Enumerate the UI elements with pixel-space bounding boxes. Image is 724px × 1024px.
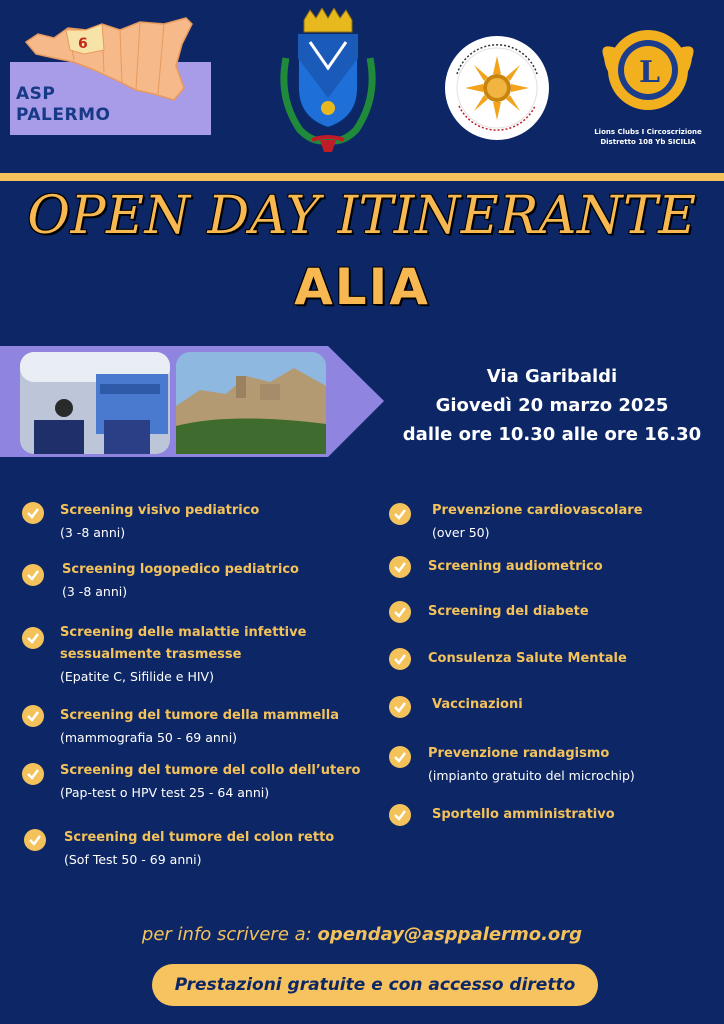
association-logo-icon bbox=[443, 34, 551, 142]
check-icon bbox=[389, 601, 411, 623]
service-item bbox=[432, 694, 523, 716]
service-sub: (3 -8 anni) bbox=[60, 525, 126, 540]
service-sub: (over 50) bbox=[432, 525, 490, 540]
check-icon bbox=[22, 705, 44, 727]
event-address: Via Garibaldi bbox=[486, 366, 618, 387]
service-title: Screening visivo pediatrico bbox=[60, 503, 260, 518]
contact-info bbox=[0, 924, 724, 945]
photo-banner bbox=[0, 346, 384, 457]
service-item bbox=[428, 648, 627, 670]
check-icon bbox=[389, 696, 411, 718]
service-title: Screening del tumore della mammella bbox=[60, 708, 339, 723]
service-item bbox=[64, 827, 334, 870]
check-icon bbox=[22, 763, 44, 785]
check-icon bbox=[22, 564, 44, 586]
service-title-line2: sessualmente trasmesse bbox=[60, 647, 242, 662]
service-item bbox=[428, 556, 603, 578]
check-icon bbox=[389, 648, 411, 670]
contact-prefix: per info scrivere a: bbox=[141, 924, 318, 945]
service-item bbox=[60, 760, 360, 803]
service-item bbox=[432, 804, 615, 826]
service-sub: (Pap-test o HPV test 25 - 64 anni) bbox=[60, 785, 270, 800]
service-title: Sportello amministrativo bbox=[432, 807, 615, 822]
town-crest-icon bbox=[270, 8, 386, 156]
lions-caption bbox=[584, 127, 712, 147]
asp-name bbox=[16, 84, 110, 126]
page-subtitle: ALIA bbox=[294, 258, 430, 316]
service-sub: (3 -8 anni) bbox=[62, 584, 128, 599]
svg-text:L: L bbox=[639, 55, 661, 90]
service-title: Screening audiometrico bbox=[428, 559, 603, 574]
service-item bbox=[60, 622, 306, 687]
check-icon bbox=[389, 503, 411, 525]
service-sub: (Sof Test 50 - 69 anni) bbox=[64, 852, 202, 867]
header-divider bbox=[0, 173, 724, 181]
asp-line1: ASP bbox=[16, 84, 56, 104]
asp-badge-number: 6 bbox=[78, 36, 88, 52]
page-title: OPEN DAY ITINERANTE bbox=[27, 186, 697, 246]
check-icon bbox=[389, 746, 411, 768]
lions-club-logo-icon bbox=[596, 22, 700, 122]
service-title: Screening del tumore del collo dell’utero bbox=[60, 763, 361, 778]
lions-caption-line2: Distretto 108 Yb SICILIA bbox=[600, 138, 696, 146]
check-icon bbox=[22, 627, 44, 649]
service-item bbox=[62, 559, 299, 602]
town-photo bbox=[176, 352, 326, 454]
check-icon bbox=[24, 829, 46, 851]
service-title: Prevenzione randagismo bbox=[428, 746, 610, 761]
service-title: Screening del diabete bbox=[428, 604, 589, 619]
service-sub: (Epatite C, Sifilide e HIV) bbox=[60, 669, 214, 684]
event-info bbox=[386, 362, 718, 449]
event-date: Giovedì 20 marzo 2025 bbox=[435, 395, 669, 416]
asp-line2: PALERMO bbox=[16, 105, 111, 125]
service-sub: (mammografia 50 - 69 anni) bbox=[60, 730, 238, 745]
service-item bbox=[60, 705, 339, 748]
service-item bbox=[428, 601, 589, 623]
check-icon bbox=[389, 556, 411, 578]
free-services-banner: Prestazioni gratuite e con accesso diretto bbox=[152, 964, 598, 1006]
service-title: Vaccinazioni bbox=[432, 697, 523, 712]
service-item bbox=[428, 743, 635, 786]
service-title: Consulenza Salute Mentale bbox=[428, 651, 627, 666]
service-item bbox=[432, 500, 643, 543]
contact-email-link[interactable]: openday@asppalermo.org bbox=[317, 924, 583, 945]
event-hours: dalle ore 10.30 alle ore 16.30 bbox=[402, 424, 702, 445]
check-icon bbox=[22, 502, 44, 524]
check-icon bbox=[389, 804, 411, 826]
service-title: Screening delle malattie infettive bbox=[60, 625, 307, 640]
service-title: Screening del tumore del colon retto bbox=[64, 830, 335, 845]
service-sub: (impianto gratuito del microchip) bbox=[428, 768, 635, 783]
lions-caption-line1: Lions Clubs I Circoscrizione bbox=[594, 128, 702, 136]
service-title: Prevenzione cardiovascolare bbox=[432, 503, 643, 518]
service-title: Screening logopedico pediatrico bbox=[62, 562, 299, 577]
mobile-unit-photo bbox=[20, 352, 170, 454]
service-item bbox=[60, 500, 259, 543]
